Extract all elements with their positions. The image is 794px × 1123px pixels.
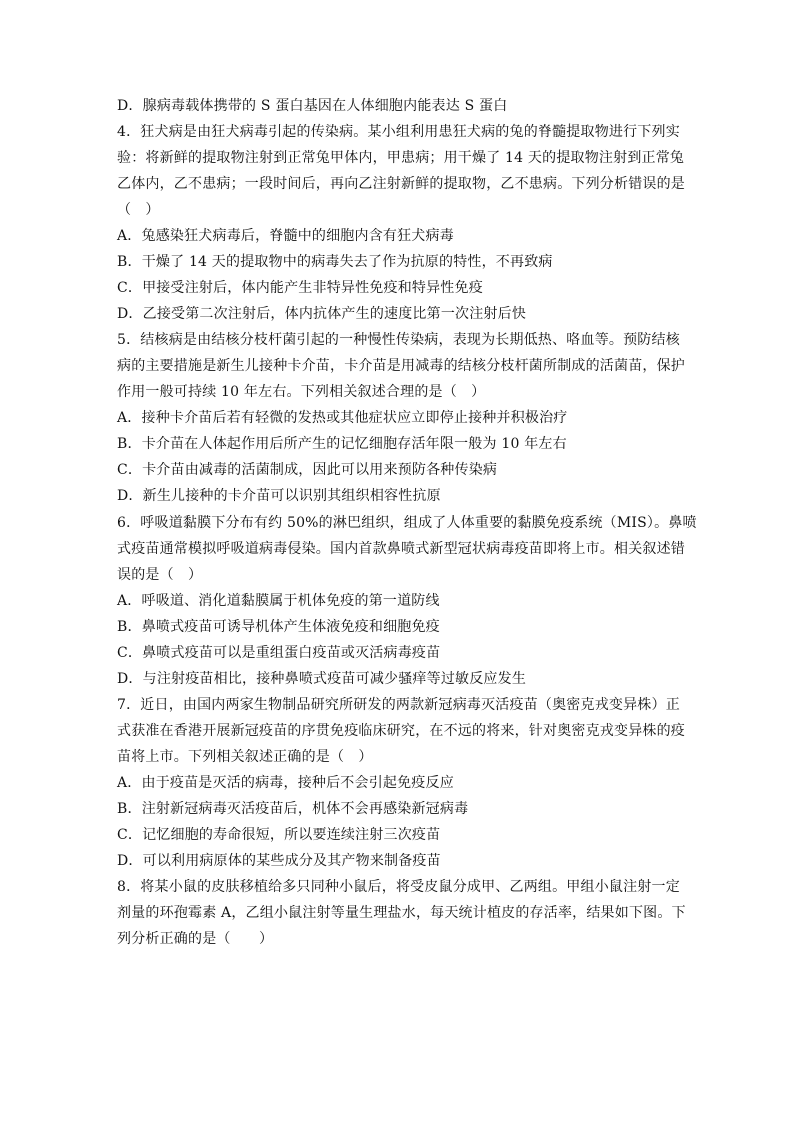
answer-option: B．鼻喷式疫苗可诱导机体产生体液免疫和细胞免疫 [117, 618, 440, 635]
answer-option: D．乙接受第二次注射后，体内抗体产生的速度比第一次注射后快 [117, 306, 527, 323]
question-stem-line: 6．呼吸道黏膜下分布有约 50%的淋巴组织，组成了人体重要的黏膜免疫系统（MIS）。鼻喷 [117, 514, 697, 531]
answer-option: C．记忆细胞的寿命很短，所以要连续注射三次疫苗 [117, 826, 441, 843]
question-stem-line: 列分析正确的是（ ） [117, 931, 274, 947]
answer-option: D．与注射疫苗相比，接种鼻喷式疫苗可减少骚痒等过敏反应发生 [117, 670, 527, 687]
question-block [117, 329, 685, 508]
question-block [117, 512, 697, 691]
question-stem-line: 5．结核病是由结核分枝杆菌引起的一种慢性传染病，表现为长期低热、咯血等。预防结核 [117, 332, 680, 349]
answer-option: A．兔感染狂犬病毒后，脊髓中的细胞内含有狂犬病毒 [117, 228, 454, 245]
question-block [117, 876, 686, 951]
question-stem-line: 式疫苗通常模拟呼吸道病毒侵染。国内首款鼻喷式新型冠状病毒疫苗即将上市。相关叙述错 [117, 540, 685, 557]
question-stem-line: 式获准在香港开展新冠疫苗的序贯免疫临床研究，在不远的将来，针对奥密克戎变异株的疫 [117, 722, 685, 739]
question-stem-line: 误的是（ ） [117, 566, 203, 583]
answer-option: B．注射新冠病毒灭活疫苗后，机体不会再感染新冠病毒 [117, 800, 469, 817]
answer-option: C．鼻喷式疫苗可以是重组蛋白疫苗或灭活病毒疫苗 [117, 644, 441, 661]
question-block [117, 121, 685, 326]
question-stem-line: 病的主要措施是新生儿接种卡介苗，卡介苗是用减毒的结核分枝杆菌所制成的活菌苗，保护 [117, 358, 685, 375]
question-stem-line: （ ） [117, 202, 160, 219]
question-stem-line: 8．将某小鼠的皮肤移植给多只同种小鼠后，将受皮鼠分成甲、乙两组。甲组小鼠注射一定 [117, 878, 680, 895]
question-stem-line: 苗将上市。下列相关叙述正确的是（ ） [117, 748, 373, 765]
answer-option: A．呼吸道、消化道黏膜属于机体免疫的第一道防线 [117, 592, 440, 609]
question-stem-line: 4．狂犬病是由狂犬病毒引起的传染病。某小组利用患狂犬病的兔的脊髓提取物进行下列实 [117, 124, 680, 141]
answer-option: A．接种卡介苗后若有轻微的发热或其他症状应立即停止接种并积极治疗 [117, 410, 568, 427]
question-stem-line: 剂量的环孢霉素 A，乙组小鼠注射等量生理盐水，每天统计植皮的存活率，结果如下图。下 [117, 904, 686, 921]
question-block [117, 694, 685, 873]
answer-option: B．卡介苗在人体起作用后所产生的记忆细胞存活年限一般为 10 年左右 [117, 436, 567, 453]
question-content [117, 95, 697, 950]
question-stem-line: 7．近日，由国内两家生物制品研究所研发的两款新冠病毒灭活疫苗（奥密克戎变异株）正 [117, 696, 680, 713]
question-stem-line: 验：将新鲜的提取物注射到正常兔甲体内，甲患病；用干燥了 14 天的提取物注射到正常兔 [117, 150, 685, 167]
answer-option: B．干燥了 14 天的提取物中的病毒失去了作为抗原的特性，不再致病 [117, 254, 553, 271]
answer-option: C．甲接受注射后，体内能产生非特异性免疫和特异性免疫 [117, 280, 483, 297]
answer-option: D．新生儿接种的卡介苗可以识别其组织相容性抗原 [117, 488, 441, 505]
answer-option: A．由于疫苗是灭活的病毒，接种后不会引起免疫反应 [117, 774, 454, 791]
answer-option: C．卡介苗由减毒的活菌制成，因此可以用来预防各种传染病 [117, 462, 498, 479]
question-stem-line: 乙体内，乙不患病；一段时间后，再向乙注射新鲜的提取物，乙不患病。下列分析错误的是 [117, 176, 685, 193]
question-stem-line: 作用一般可持续 10 年左右。下列相关叙述合理的是（ ） [117, 384, 486, 401]
answer-option: D．可以利用病原体的某些成分及其产物来制备疫苗 [117, 852, 441, 869]
prev-question-option-d: D．腺病毒载体携带的 S 蛋白基因在人体细胞内能表达 S 蛋白 [117, 98, 508, 114]
